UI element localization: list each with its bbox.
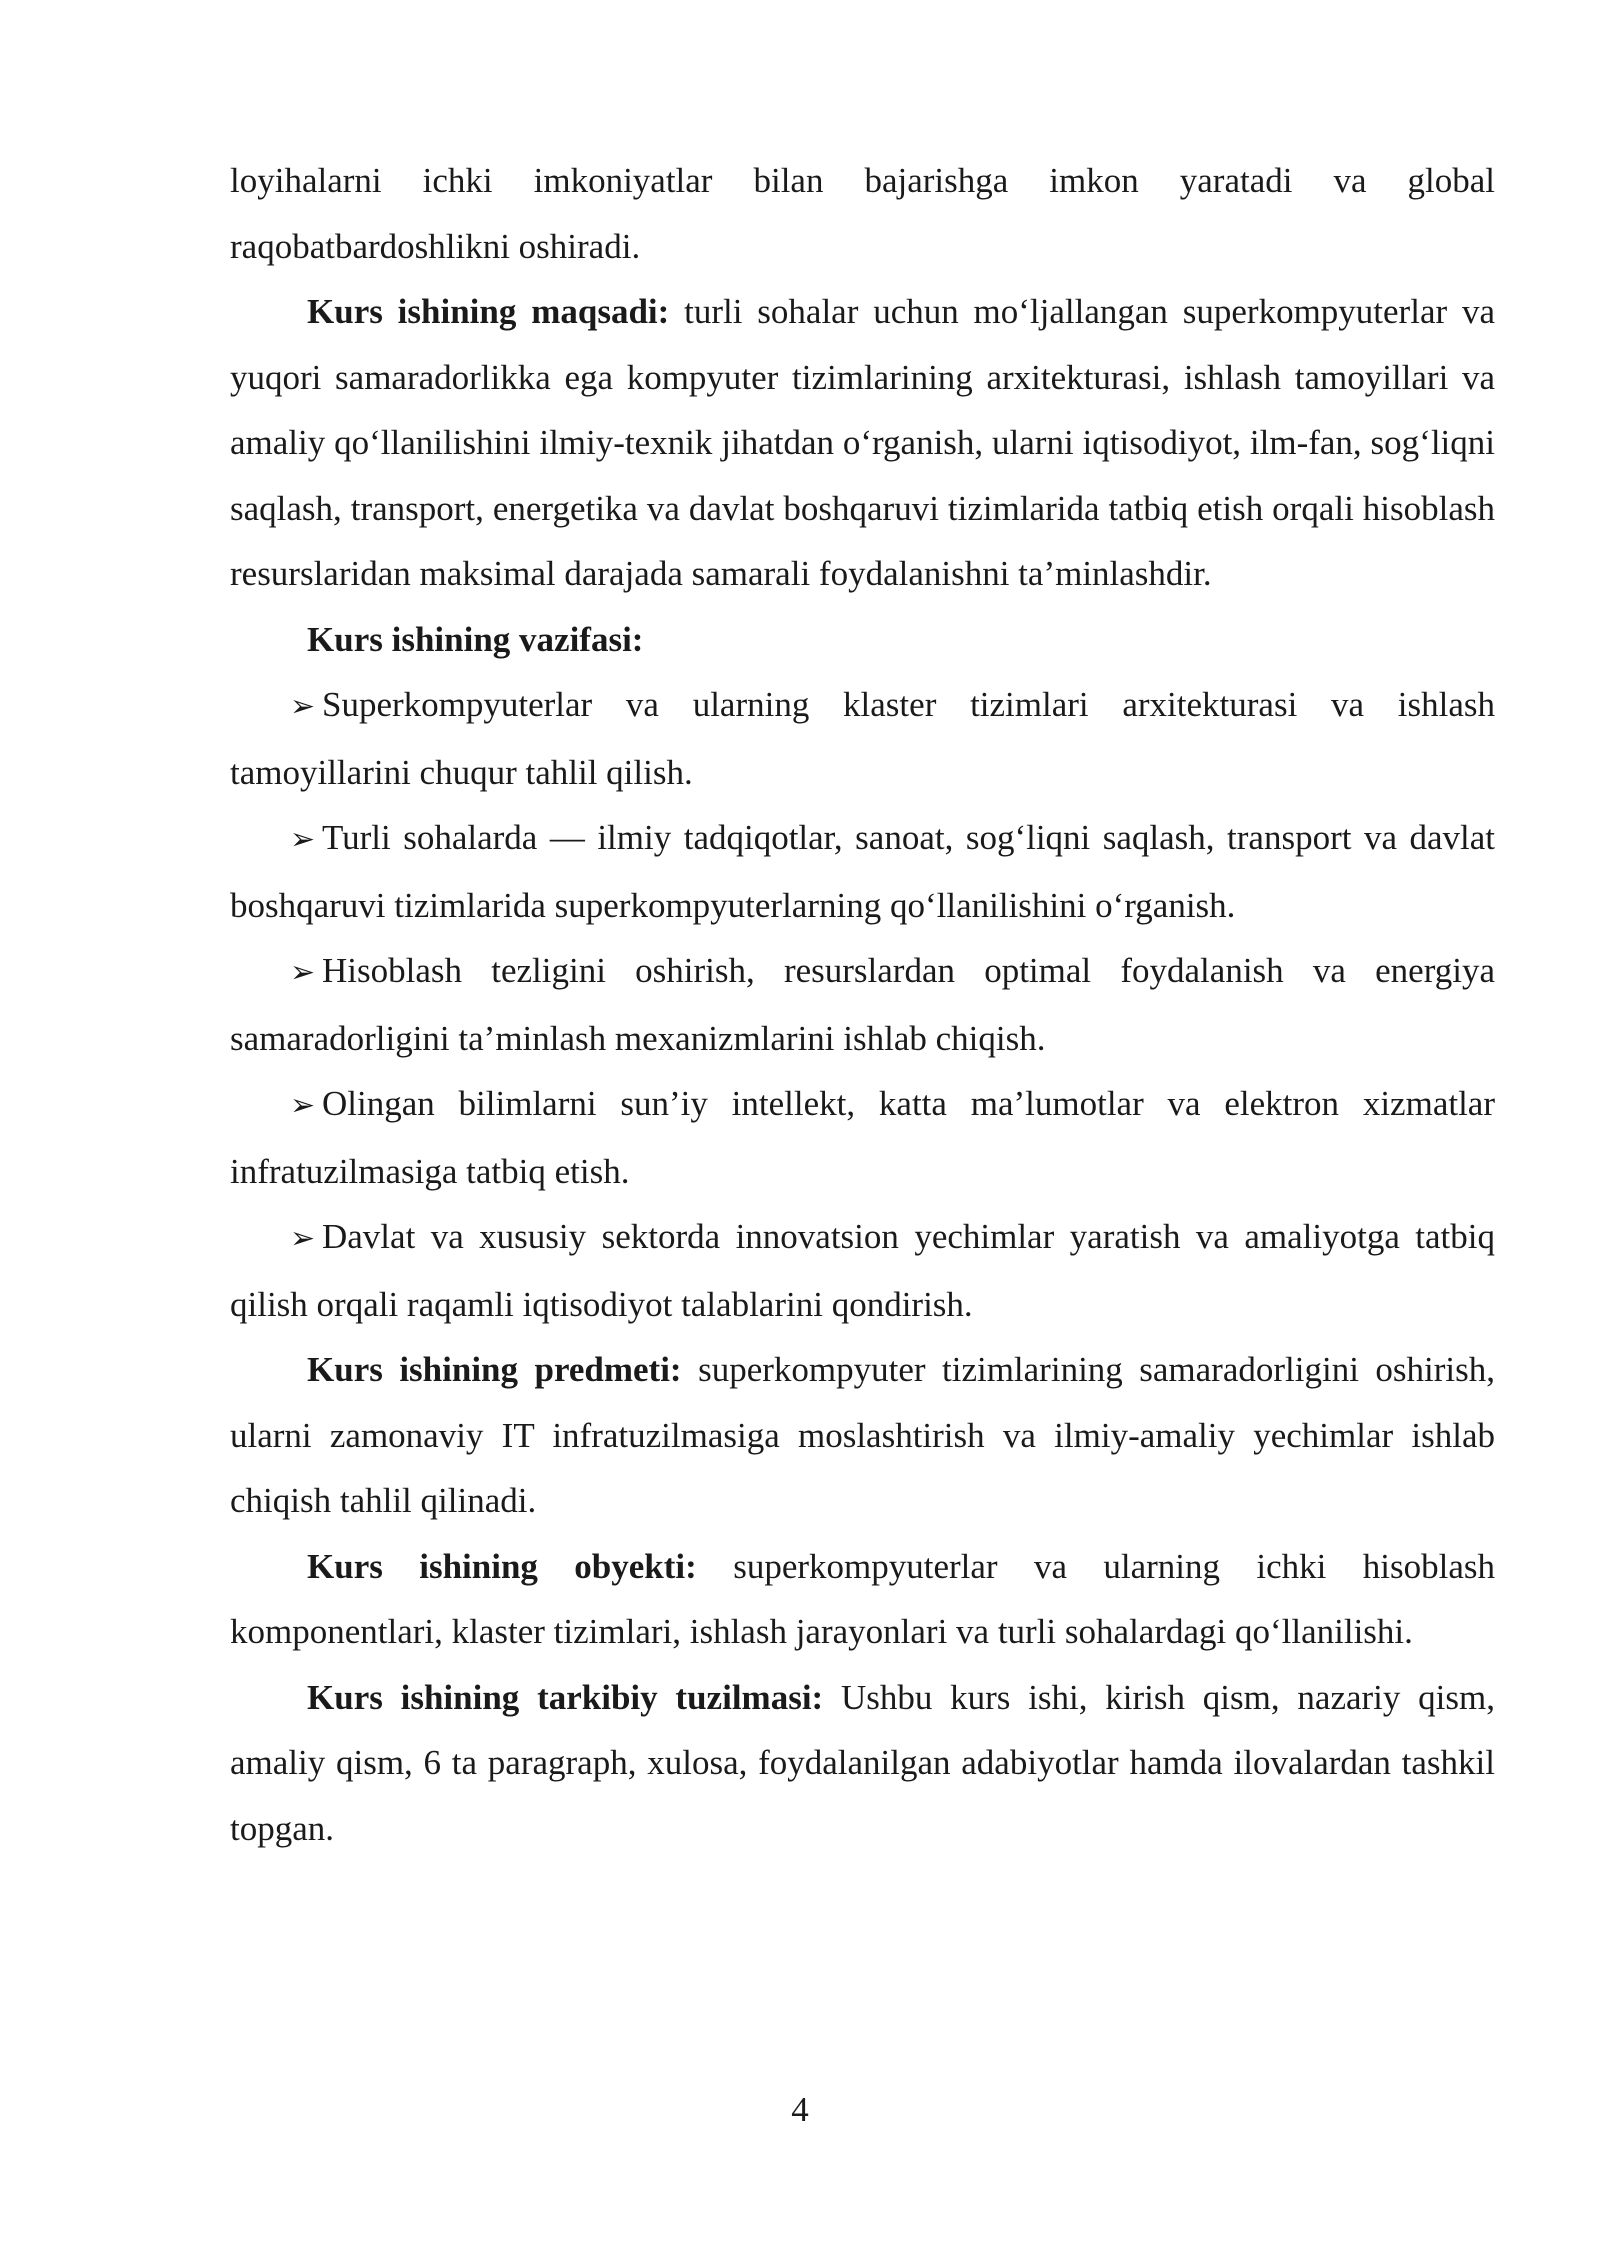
task-item-text: Turli sohalarda — ilmiy tadqiqotlar, sanoat, sog‘liqni saqlash, transport va davlat boshqaruvi tizimlarida superkompyuterlarning qo‘llanilishini o‘rganish. bbox=[230, 818, 1495, 925]
purpose-text: turli sohalar uchun mo‘ljallangan superkompyuterlar va yuqori samaradorlikka ega kompyuter tizimlarining arxitekturasi, ishlash tamoyillari va amaliy qo‘llanilishini ilmiy-texnik jihatdan o‘rganish, ularni iqtisodiyot, ilm-fan, sog‘liqni saqlash, transport, energetika va davlat boshqaruvi tizimlarida tatbiq etish orqali hisoblash resurslaridan maksimal darajada samarali foydalanishni ta’minlashdir. bbox=[230, 292, 1495, 593]
task-item-4 bbox=[230, 1071, 1495, 1204]
subject-paragraph bbox=[230, 1337, 1495, 1534]
object-label: Kurs ishining obyekti: bbox=[307, 1546, 697, 1586]
task-item-2 bbox=[230, 805, 1495, 938]
structure-text: Ushbu kurs ishi, kirish qism, nazariy qism, amaliy qism, 6 ta paragraph, xulosa, foydalanilgan adabiyotlar hamda ilovalardan tashkil topgan. bbox=[230, 1677, 1495, 1848]
object-paragraph bbox=[230, 1534, 1495, 1665]
task-item-text: Olingan bilimlarni sun’iy intellekt, katta ma’lumotlar va elektron xizmatlar infratuzilmasiga tatbiq etish. bbox=[230, 1084, 1495, 1191]
intro-continuation-paragraph: loyihalarni ichki imkoniyatlar bilan bajarishga imkon yaratadi va global raqobatbardoshlikni oshiradi. bbox=[230, 161, 1495, 266]
object-text: superkompyuterlar va ularning ichki hisoblash komponentlari, klaster tizimlari, ishlash jarayonlari va turli sohalardagi qo‘llanilishi. bbox=[230, 1546, 1495, 1651]
arrow-bullet-icon: ➢ bbox=[290, 956, 316, 989]
structure-label: Kurs ishining tarkibiy tuzilmasi: bbox=[307, 1677, 824, 1717]
document-page bbox=[230, 148, 1495, 1861]
task-item-text: Hisoblash tezligini oshirish, resurslardan optimal foydalanish va energiya samaradorligini ta’minlash mexanizmlarini ishlab chiqish. bbox=[230, 951, 1495, 1058]
purpose-label: Kurs ishining maqsadi: bbox=[307, 292, 670, 331]
arrow-bullet-icon: ➢ bbox=[290, 823, 316, 856]
arrow-bullet-icon: ➢ bbox=[290, 690, 316, 723]
page-number: 4 bbox=[791, 2090, 809, 2129]
subject-label: Kurs ishining predmeti: bbox=[307, 1350, 682, 1389]
task-item-1 bbox=[230, 672, 1495, 805]
subject-text: superkompyuter tizimlarining samaradorligini oshirish, ularni zamonaviy IT infratuzilmasiga moslashtirish va ilmiy-amaliy yechimlar ishlab chiqish tahlil qilinadi. bbox=[230, 1350, 1495, 1520]
structure-paragraph bbox=[230, 1665, 1495, 1862]
arrow-bullet-icon: ➢ bbox=[290, 1222, 316, 1255]
task-item-text: Superkompyuterlar va ularning klaster tizimlari arxitekturasi va ishlash tamoyillarini chuqur tahlil qilish. bbox=[230, 685, 1495, 792]
purpose-paragraph bbox=[230, 279, 1495, 607]
tasks-heading-paragraph bbox=[230, 607, 1495, 673]
task-item-text: Davlat va xususiy sektorda innovatsion yechimlar yaratish va amaliyotga tatbiq qilish orqali raqamli iqtisodiyot talablarini qondirish. bbox=[230, 1217, 1495, 1324]
task-item-5 bbox=[230, 1204, 1495, 1337]
tasks-label: Kurs ishining vazifasi: bbox=[307, 619, 644, 659]
task-item-3 bbox=[230, 938, 1495, 1071]
arrow-bullet-icon: ➢ bbox=[290, 1089, 316, 1122]
